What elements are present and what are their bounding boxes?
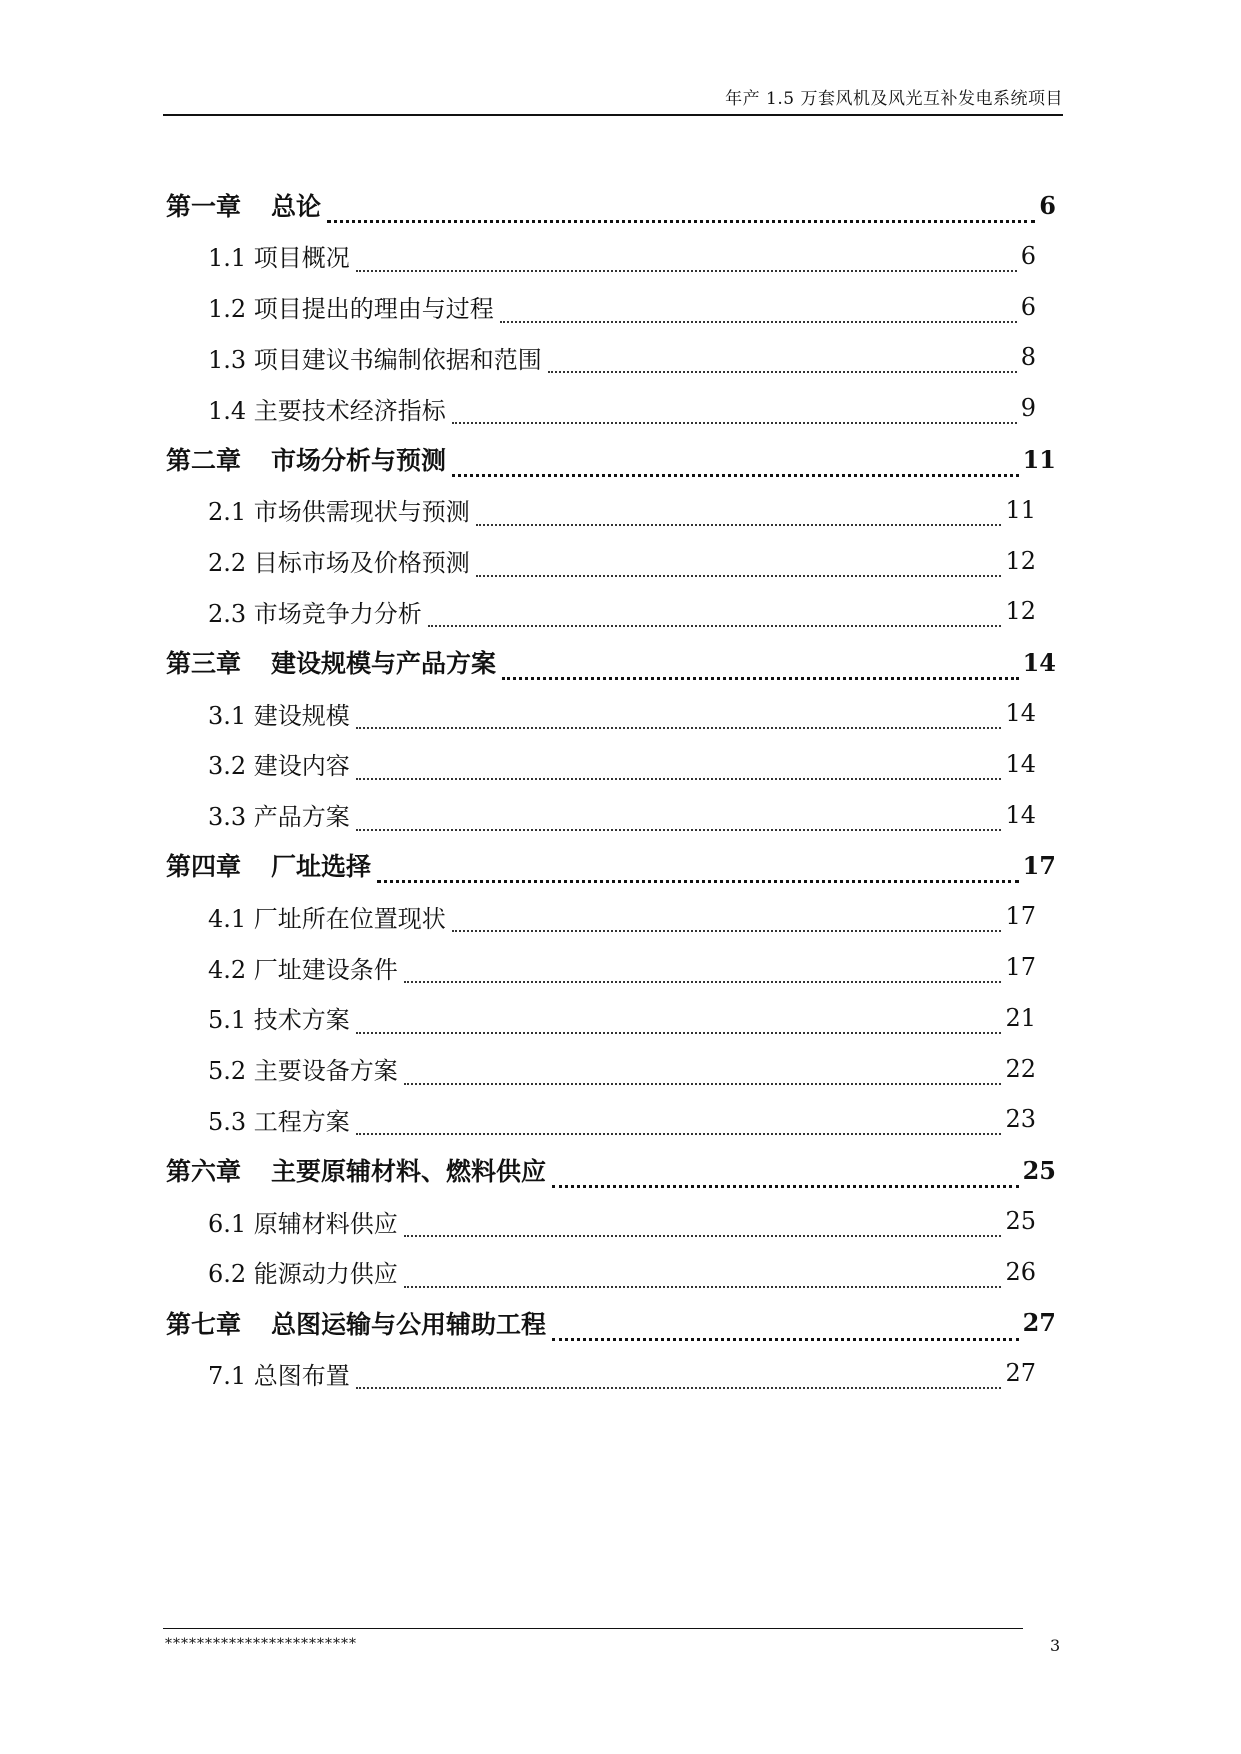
toc-entry-title: 5.3 工程方案 — [208, 1107, 350, 1136]
page-header — [163, 84, 1063, 116]
toc-page-number: 6 — [1039, 190, 1056, 220]
toc-entry-title: 1.1 项目概况 — [208, 244, 350, 273]
toc-section-entry[interactable] — [166, 1252, 1036, 1292]
toc-page-number: 9 — [1020, 394, 1036, 423]
toc-section-entry[interactable] — [166, 693, 1036, 733]
toc-entry-title: 3.3 产品方案 — [208, 803, 350, 832]
toc-dot-leader — [552, 1173, 1019, 1188]
toc-chapter-number: 第三章 — [166, 649, 242, 679]
toc-entry-title: 1.2 项目提出的理由与过程 — [208, 295, 494, 324]
toc-chapter-number: 第四章 — [166, 852, 242, 882]
toc-page-number: 12 — [1005, 546, 1036, 575]
toc-page-number: 8 — [1020, 343, 1036, 372]
toc-dot-leader — [476, 512, 1002, 526]
toc-dot-leader — [356, 1020, 1002, 1034]
toc-entry-title — [166, 441, 446, 477]
toc-dot-leader — [404, 1274, 1002, 1288]
toc-chapter-number: 第七章 — [166, 1309, 242, 1339]
toc-dot-leader — [404, 1223, 1002, 1237]
toc-section-entry[interactable] — [166, 1353, 1036, 1393]
toc-section-entry[interactable] — [166, 947, 1036, 987]
toc-section-entry[interactable] — [166, 490, 1036, 530]
toc-section-entry[interactable] — [166, 1049, 1036, 1089]
toc-page-number: 25 — [1005, 1207, 1036, 1235]
toc-page-number: 17 — [1022, 850, 1056, 880]
toc-chapter-title: 总论 — [271, 192, 322, 221]
toc-dot-leader — [327, 208, 1035, 223]
toc-entry-title — [166, 1152, 546, 1188]
toc-chapter-entry[interactable] — [166, 439, 1056, 479]
toc-dot-leader — [476, 563, 1002, 577]
toc-dot-leader — [502, 665, 1019, 680]
toc-dot-leader — [404, 969, 1002, 983]
toc-entry-title: 6.2 能源动力供应 — [208, 1260, 398, 1289]
toc-page-number: 26 — [1005, 1257, 1036, 1286]
toc-entry-title: 1.3 项目建议书编制依据和范围 — [208, 345, 542, 374]
toc-dot-leader — [356, 817, 1002, 831]
toc-entry-title: 3.1 建设规模 — [208, 701, 350, 730]
toc-page-number: 17 — [1005, 902, 1036, 931]
toc-chapter-title: 主要原辅材料、燃料供应 — [271, 1157, 547, 1187]
toc-chapter-number: 第六章 — [166, 1157, 242, 1187]
toc-dot-leader — [428, 613, 1002, 627]
toc-entry-title: 1.4 主要技术经济指标 — [208, 396, 446, 425]
toc-section-entry[interactable] — [166, 287, 1036, 327]
toc-entry-title: 7.1 总图布置 — [208, 1361, 350, 1390]
toc-page-number: 12 — [1005, 597, 1036, 626]
toc-chapter-entry[interactable] — [166, 845, 1056, 885]
toc-dot-leader — [548, 359, 1017, 373]
toc-section-entry[interactable] — [166, 236, 1036, 276]
toc-entry-title: 5.2 主要设备方案 — [208, 1057, 398, 1086]
toc-page-number: 6 — [1020, 292, 1036, 321]
toc-dot-leader — [552, 1326, 1019, 1341]
toc-entry-title: 4.1 厂址所在位置现状 — [208, 904, 446, 933]
toc-page-number: 11 — [1022, 444, 1056, 474]
toc-entry-title — [166, 1305, 546, 1341]
toc-page-number: 22 — [1005, 1054, 1036, 1083]
toc-entry-title: 3.2 建设内容 — [208, 752, 350, 781]
toc-chapter-number: 第一章 — [166, 192, 242, 221]
toc-chapter-title: 厂址选择 — [271, 852, 372, 882]
toc-page-number: 14 — [1005, 800, 1036, 829]
toc-section-entry[interactable] — [166, 998, 1036, 1038]
toc-dot-leader — [452, 462, 1019, 477]
toc-page-number: 6 — [1020, 241, 1036, 270]
toc-chapter-entry[interactable] — [166, 1150, 1056, 1190]
toc-section-entry[interactable] — [166, 388, 1036, 428]
toc-section-entry[interactable] — [166, 1201, 1036, 1241]
toc-entry-title: 2.3 市场竞争力分析 — [208, 599, 422, 628]
toc-entry-title: 2.2 目标市场及价格预测 — [208, 549, 470, 578]
toc-chapter-title: 市场分析与预测 — [271, 446, 447, 475]
toc-page-number: 21 — [1005, 1003, 1036, 1032]
toc-page-number: 27 — [1005, 1359, 1036, 1388]
toc-chapter-entry[interactable] — [166, 642, 1056, 682]
toc-chapter-title: 建设规模与产品方案 — [271, 649, 497, 679]
toc-entry-title — [166, 847, 371, 883]
toc-section-entry[interactable] — [166, 337, 1036, 377]
toc-entry-title: 4.2 厂址建设条件 — [208, 955, 398, 984]
toc-dot-leader — [500, 309, 1017, 323]
toc-page-number: 23 — [1005, 1105, 1036, 1134]
toc-section-entry[interactable] — [166, 591, 1036, 631]
toc-chapter-title: 总图运输与公用辅助工程 — [271, 1309, 547, 1339]
toc-section-entry[interactable] — [166, 795, 1036, 835]
page-number: 3 — [1050, 1636, 1061, 1655]
toc-dot-leader — [356, 766, 1002, 780]
toc-page-number: 27 — [1022, 1308, 1056, 1338]
toc-page-number: 14 — [1022, 647, 1056, 677]
toc-dot-leader — [377, 868, 1019, 883]
toc-page-number: 25 — [1022, 1155, 1056, 1185]
toc-chapter-entry[interactable] — [166, 185, 1056, 225]
toc-section-entry[interactable] — [166, 896, 1036, 936]
toc-dot-leader — [356, 715, 1002, 729]
toc-page-number: 14 — [1005, 699, 1036, 727]
toc-entry-title — [166, 187, 321, 223]
footer-divider — [163, 1628, 1023, 1629]
footer-stars: ************************ — [165, 1636, 357, 1652]
toc-dot-leader — [404, 1071, 1002, 1085]
toc-entry-title — [166, 644, 496, 680]
toc-dot-leader — [356, 1121, 1002, 1135]
toc-entry-title: 2.1 市场供需现状与预测 — [208, 498, 470, 527]
toc-chapter-number: 第二章 — [166, 446, 242, 475]
toc-page-number: 17 — [1005, 953, 1036, 981]
toc-dot-leader — [452, 918, 1002, 932]
toc-section-entry[interactable] — [166, 541, 1036, 581]
toc-dot-leader — [356, 1375, 1002, 1389]
toc-entry-title: 5.1 技术方案 — [208, 1006, 350, 1035]
document-title: 年产 1.5 万套风机及风光互补发电系统项目 — [725, 89, 1063, 109]
toc-section-entry[interactable] — [166, 744, 1036, 784]
toc-dot-leader — [452, 410, 1017, 424]
toc-page-number: 11 — [1005, 495, 1036, 524]
toc-dot-leader — [356, 258, 1017, 272]
toc-chapter-entry[interactable] — [166, 1303, 1056, 1343]
toc-entry-title: 6.1 原辅材料供应 — [208, 1209, 398, 1238]
toc-section-entry[interactable] — [166, 1099, 1036, 1139]
toc-page-number: 14 — [1005, 749, 1036, 778]
